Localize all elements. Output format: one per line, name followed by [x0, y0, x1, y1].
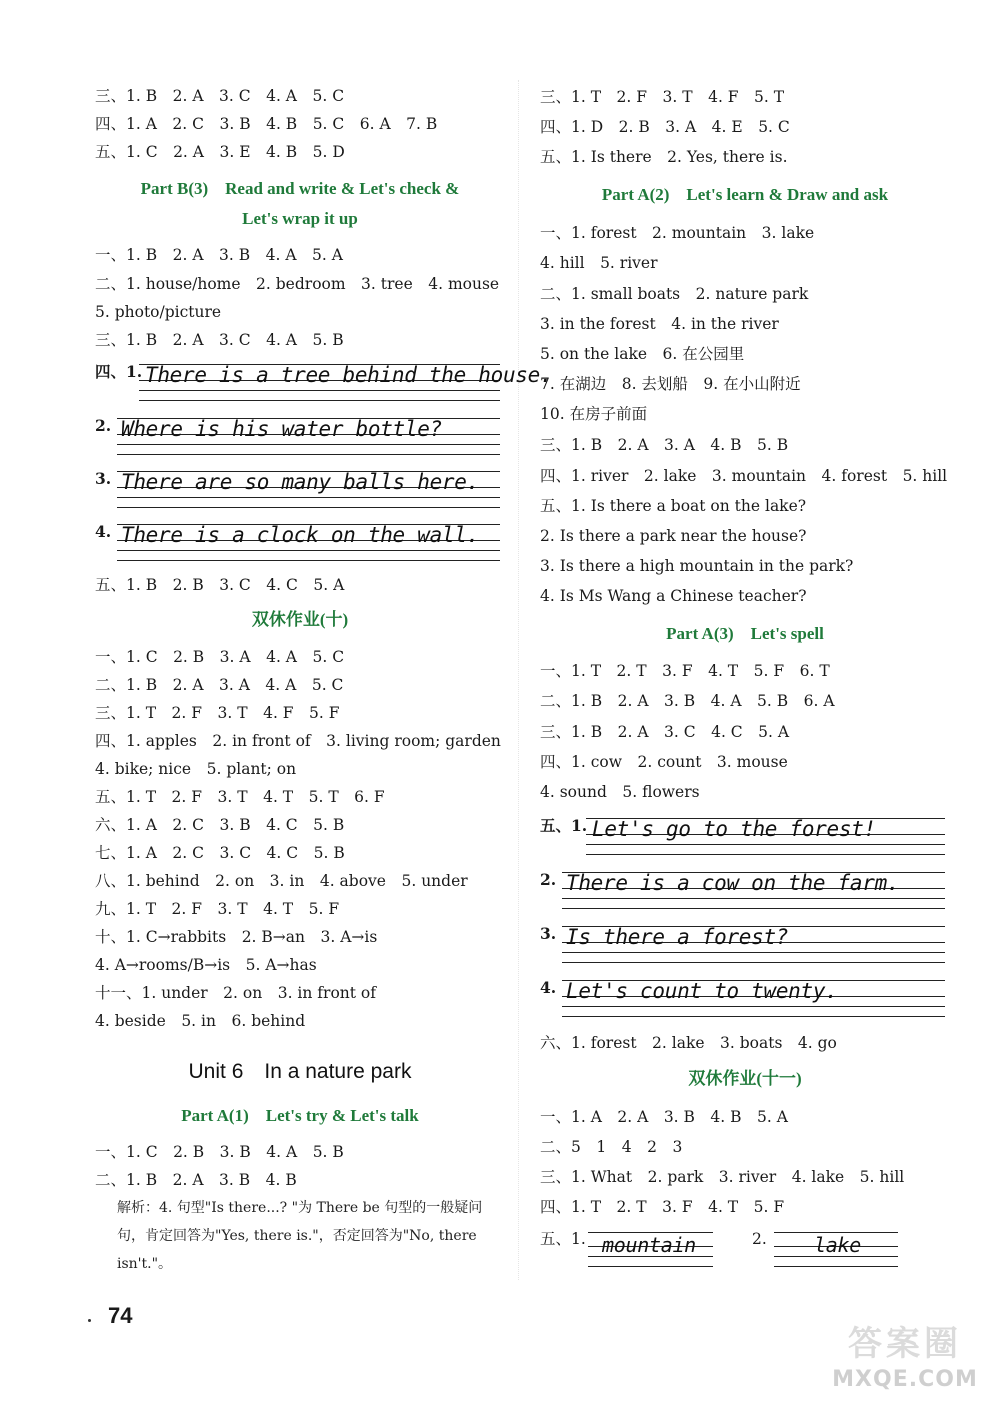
handwritten-answer: Let's go to the forest! [592, 817, 876, 841]
answer-line: 二、1. B 2. A 3. A 4. A 5. C [95, 676, 344, 694]
answer-line: 六、1. forest 2. lake 3. boats 4. go [540, 1034, 837, 1052]
answer-line: 一、1. T 2. T 3. F 4. T 5. F 6. T [540, 662, 830, 680]
handwriting-blank [774, 1230, 898, 1264]
answer-line: 4. beside 5. in 6. behind [95, 1012, 306, 1030]
handwritten-answer: lake [814, 1233, 861, 1257]
answer-line: 四、1. D 2. B 3. A 4. E 5. C [540, 118, 790, 136]
section-heading: Part A(3) Let's spell [666, 624, 824, 643]
writing-line [774, 1266, 898, 1267]
answer-line: 4. Is Ms Wang a Chinese teacher? [540, 587, 807, 605]
handwritten-answer: There are so many balls here. [121, 470, 479, 494]
section-heading: 双休作业(十) [251, 610, 349, 629]
watermark-logo [820, 1316, 990, 1396]
writing-line [586, 854, 945, 855]
answer-line: 4. sound 5. flowers [540, 783, 700, 801]
handwritten-answer: There is a clock on the wall. [121, 523, 479, 547]
answer-line: 7. 在湖边 8. 去划船 9. 在小山附近 [540, 375, 801, 393]
question-number: 2. [95, 416, 112, 435]
answer-line: 五、1. C 2. A 3. E 4. B 5. D [95, 143, 345, 161]
answer-line: 二、1. B 2. A 3. B 4. B [95, 1171, 297, 1189]
writing-line [562, 898, 945, 899]
answer-line: 八、1. behind 2. on 3. in 4. above 5. under [95, 872, 468, 890]
answer-line: 5. on the lake 6. 在公园里 [540, 345, 745, 363]
answer-line: 二、1. small boats 2. nature park [540, 285, 809, 303]
answer-line: 一、1. C 2. B 3. B 4. A 5. B [95, 1143, 344, 1161]
handwritten-answer: Is there a forest? [566, 925, 789, 949]
watermark-top-text: 答案圈 [848, 1324, 962, 1364]
question-number: 3. [95, 469, 112, 488]
answer-line: 三、1. B 2. A 3. C 4. A 5. B [95, 331, 344, 349]
answer-line: 二、1. house/home 2. bedroom 3. tree 4. mouse [95, 275, 500, 293]
answer-line: 四、1. A 2. C 3. B 4. B 5. C 6. A 7. B [95, 115, 438, 133]
answer-line: 三、1. T 2. F 3. T 4. F 5. T [540, 88, 785, 106]
page-number: 74 [108, 1303, 133, 1328]
answer-line: 十一、1. under 2. on 3. in front of [95, 984, 376, 1002]
question-number: 四、1. [95, 362, 143, 381]
answer-line: 九、1. T 2. F 3. T 4. T 5. F [95, 900, 340, 918]
answer-line: 3. Is there a high mountain in the park? [540, 557, 854, 575]
question-number: 五、1. [540, 816, 588, 835]
handwritten-answer: There is a cow on the farm. [566, 871, 900, 895]
writing-line [562, 1016, 945, 1017]
answer-line: 五、1. Is there 2. Yes, there is. [540, 148, 788, 166]
writing-line [117, 550, 500, 551]
writing-line [139, 390, 500, 391]
section-heading: Part A(2) Let's learn & Draw and ask [601, 185, 889, 204]
question-number: 2. [540, 870, 557, 889]
handwriting-row [540, 920, 945, 964]
explanation-note: 解析：4. 句型"Is there...? "为 There be 句型的一般疑问句，肯定回答为"Yes, there is."，否定回答为"No, there isn't."。 [117, 1200, 483, 1272]
answer-line: 二、5 1 4 2 3 [540, 1138, 683, 1156]
handwritten-answer: There is a tree behind the house. [145, 363, 553, 387]
answer-line: 三、1. B 2. A 3. C 4. C 5. A [540, 723, 790, 741]
question-number: 4. [540, 978, 557, 997]
writing-line [117, 454, 500, 455]
writing-line [117, 560, 500, 561]
answer-line: 五、1. T 2. F 3. T 4. T 5. T 6. F [95, 788, 385, 806]
answer-line: 三、1. T 2. F 3. T 4. F 5. F [95, 704, 340, 722]
handwritten-answer: mountain [602, 1233, 696, 1257]
column-divider [518, 80, 519, 1280]
handwritten-answer: Let's count to twenty. [566, 979, 838, 1003]
answer-line: 六、1. A 2. C 3. B 4. C 5. B [95, 816, 345, 834]
writing-line [562, 952, 945, 953]
writing-line [562, 962, 945, 963]
handwriting-row [540, 974, 945, 1018]
handwriting-row [540, 812, 945, 856]
answer-line: 一、1. B 2. A 3. B 4. A 5. A [95, 246, 343, 264]
handwriting-row [95, 518, 500, 562]
section-heading: 双休作业(十一) [688, 1069, 802, 1088]
watermark-text: MXQE.COM [832, 1367, 978, 1392]
answer-line: 4. hill 5. river [540, 254, 658, 272]
answer-line: 3. in the forest 4. in the river [540, 315, 779, 333]
answer-line: 五、1. B 2. B 3. C 4. C 5. A [95, 576, 345, 594]
answer-line: 一、1. A 2. A 3. B 4. B 5. A [540, 1108, 788, 1126]
handwritten-answer: Where is his water bottle? [121, 417, 442, 441]
handwriting-row [95, 358, 553, 402]
handwriting-blank [588, 1230, 713, 1264]
writing-line [586, 844, 945, 845]
answer-line: 四、1. cow 2. count 3. mouse [540, 753, 788, 771]
answer-line: 七、1. A 2. C 3. C 4. C 5. B [95, 844, 345, 862]
answer-line: 三、1. B 2. A 3. C 4. A 5. C [95, 87, 345, 105]
answer-line: 三、1. B 2. A 3. A 4. B 5. B [540, 436, 789, 454]
handwriting-row [95, 412, 500, 456]
writing-line [562, 1006, 945, 1007]
question-number: 4. [95, 522, 112, 541]
writing-line [117, 444, 500, 445]
writing-line [117, 497, 500, 498]
section-heading: Let's wrap it up [242, 209, 358, 228]
writing-line [588, 1266, 713, 1267]
handwriting-row [540, 866, 945, 910]
answer-line: 4. A→rooms/B→is 5. A→has [95, 956, 317, 974]
handwriting-row [95, 465, 500, 509]
answer-line: 一、1. C 2. B 3. A 4. A 5. C [95, 648, 345, 666]
answer-line: 一、1. forest 2. mountain 3. lake [540, 224, 815, 242]
writing-line [139, 400, 500, 401]
answer-line: 五、1. Is there a boat on the lake? [540, 497, 807, 515]
answer-line: 二、1. B 2. A 3. B 4. A 5. B 6. A [540, 692, 835, 710]
answer-line: 四、1. river 2. lake 3. mountain 4. forest 5. hill [540, 467, 948, 485]
answer-line: 2. Is there a park near the house? [540, 527, 807, 545]
question-number: 2. [752, 1230, 767, 1248]
section-heading: Part A(1) Let's try & Let's talk [181, 1106, 419, 1125]
answer-line: 5. photo/picture [95, 303, 222, 321]
answer-line: 4. bike; nice 5. plant; on [95, 760, 297, 778]
answer-line: 十、1. C→rabbits 2. B→an 3. A→is [95, 928, 378, 946]
answer-line: 10. 在房子前面 [540, 405, 648, 423]
section-heading: Part B(3) Read and write & Let's check & [140, 179, 460, 198]
bullet-dot [88, 1319, 91, 1322]
answer-line: 四、1. apples 2. in front of 3. living room; garden [95, 732, 501, 750]
answer-line: 四、1. T 2. T 3. F 4. T 5. F [540, 1198, 785, 1216]
question-number: 3. [540, 924, 557, 943]
unit-title: Unit 6 In a nature park [188, 1060, 412, 1083]
writing-line [117, 507, 500, 508]
writing-line [562, 908, 945, 909]
question-number: 五、1. [540, 1230, 586, 1248]
answer-line: 三、1. What 2. park 3. river 4. lake 5. hill [540, 1168, 905, 1186]
